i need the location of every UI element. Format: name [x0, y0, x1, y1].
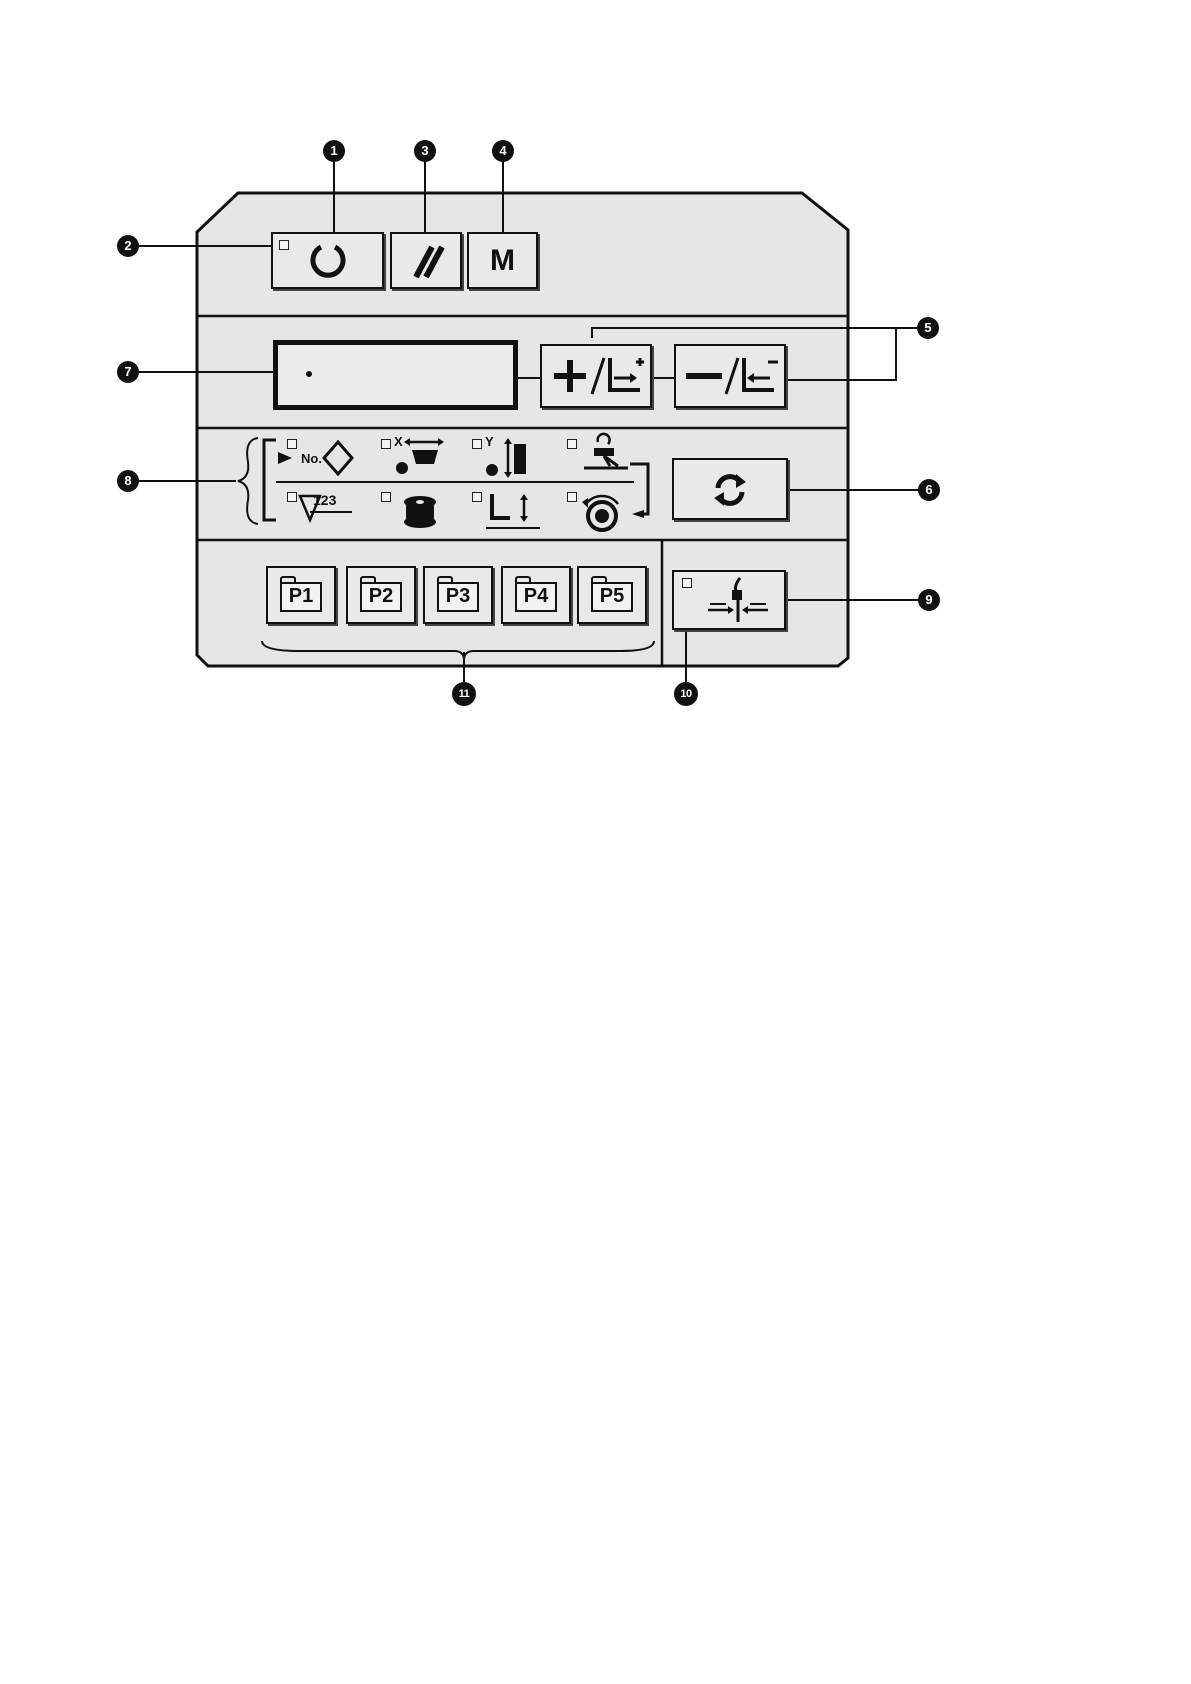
minus-back-icon — [678, 348, 782, 404]
thread-tension-icon — [580, 494, 624, 534]
folder-icon — [360, 582, 402, 612]
minus-key[interactable] — [674, 344, 786, 408]
lamp-thread-tension — [567, 492, 577, 502]
x-scale-label: X — [394, 434, 403, 449]
lamp-x-scale — [381, 439, 391, 449]
ready-key-icon — [305, 239, 351, 285]
pattern-key-p2[interactable] — [346, 566, 416, 624]
callout-2: 2 — [117, 235, 139, 257]
plus-advance-icon — [544, 348, 648, 404]
display-dot — [306, 371, 312, 377]
folder-icon — [591, 582, 633, 612]
lamp-bobbin — [381, 492, 391, 502]
lamp-pattern-no — [287, 439, 297, 449]
pattern-no-diamond-icon — [320, 438, 356, 478]
data-display — [273, 340, 518, 410]
callout-8: 8 — [117, 470, 139, 492]
lamp-presser — [472, 492, 482, 502]
pattern-key-p4[interactable] — [501, 566, 571, 624]
pattern-key-label: P1 — [288, 585, 314, 607]
lamp-y-scale — [472, 439, 482, 449]
ready-key[interactable] — [271, 232, 384, 289]
folder-icon — [437, 582, 479, 612]
callout-11: 11 — [452, 682, 476, 706]
work-clamp-icon — [580, 432, 632, 476]
pattern-no-label: No. — [301, 451, 322, 466]
pattern-key-p5[interactable] — [577, 566, 647, 624]
callout-7: 7 — [117, 361, 139, 383]
thread-clamp-icon — [702, 574, 772, 626]
folder-icon — [280, 582, 322, 612]
lamp-work-clamp — [567, 439, 577, 449]
y-scale-label: Y — [485, 434, 494, 449]
ready-lamp — [279, 240, 289, 250]
mode-key[interactable] — [467, 232, 538, 289]
folder-icon — [515, 582, 557, 612]
pattern-key-p1[interactable] — [266, 566, 336, 624]
reset-double-slash-icon — [402, 239, 452, 285]
y-scale-icon — [486, 434, 536, 478]
pattern-key-label: P3 — [445, 585, 471, 607]
pattern-key-label: P5 — [599, 585, 625, 607]
callout-5: 5 — [917, 317, 939, 339]
counter-label: 123 — [313, 492, 337, 508]
mode-key-label: M — [490, 244, 515, 277]
callout-10: 10 — [674, 682, 698, 706]
pattern-key-label: P2 — [368, 585, 394, 607]
bobbin-winder-icon — [398, 494, 442, 530]
callout-1: 1 — [323, 140, 345, 162]
item-select-key[interactable] — [672, 458, 788, 520]
pattern-key-label: P4 — [523, 585, 549, 607]
reset-key[interactable] — [390, 232, 462, 289]
callout-9: 9 — [918, 589, 940, 611]
callout-6: 6 — [918, 479, 940, 501]
x-scale-icon — [392, 436, 444, 476]
callout-4: 4 — [492, 140, 514, 162]
thread-clamp-lamp — [682, 578, 692, 588]
plus-key[interactable] — [540, 344, 652, 408]
callout-3: 3 — [414, 140, 436, 162]
cycle-arrows-icon — [710, 470, 750, 510]
pattern-key-p3[interactable] — [423, 566, 493, 624]
thread-clamp-key[interactable] — [672, 570, 786, 630]
presser-height-icon — [484, 490, 544, 534]
